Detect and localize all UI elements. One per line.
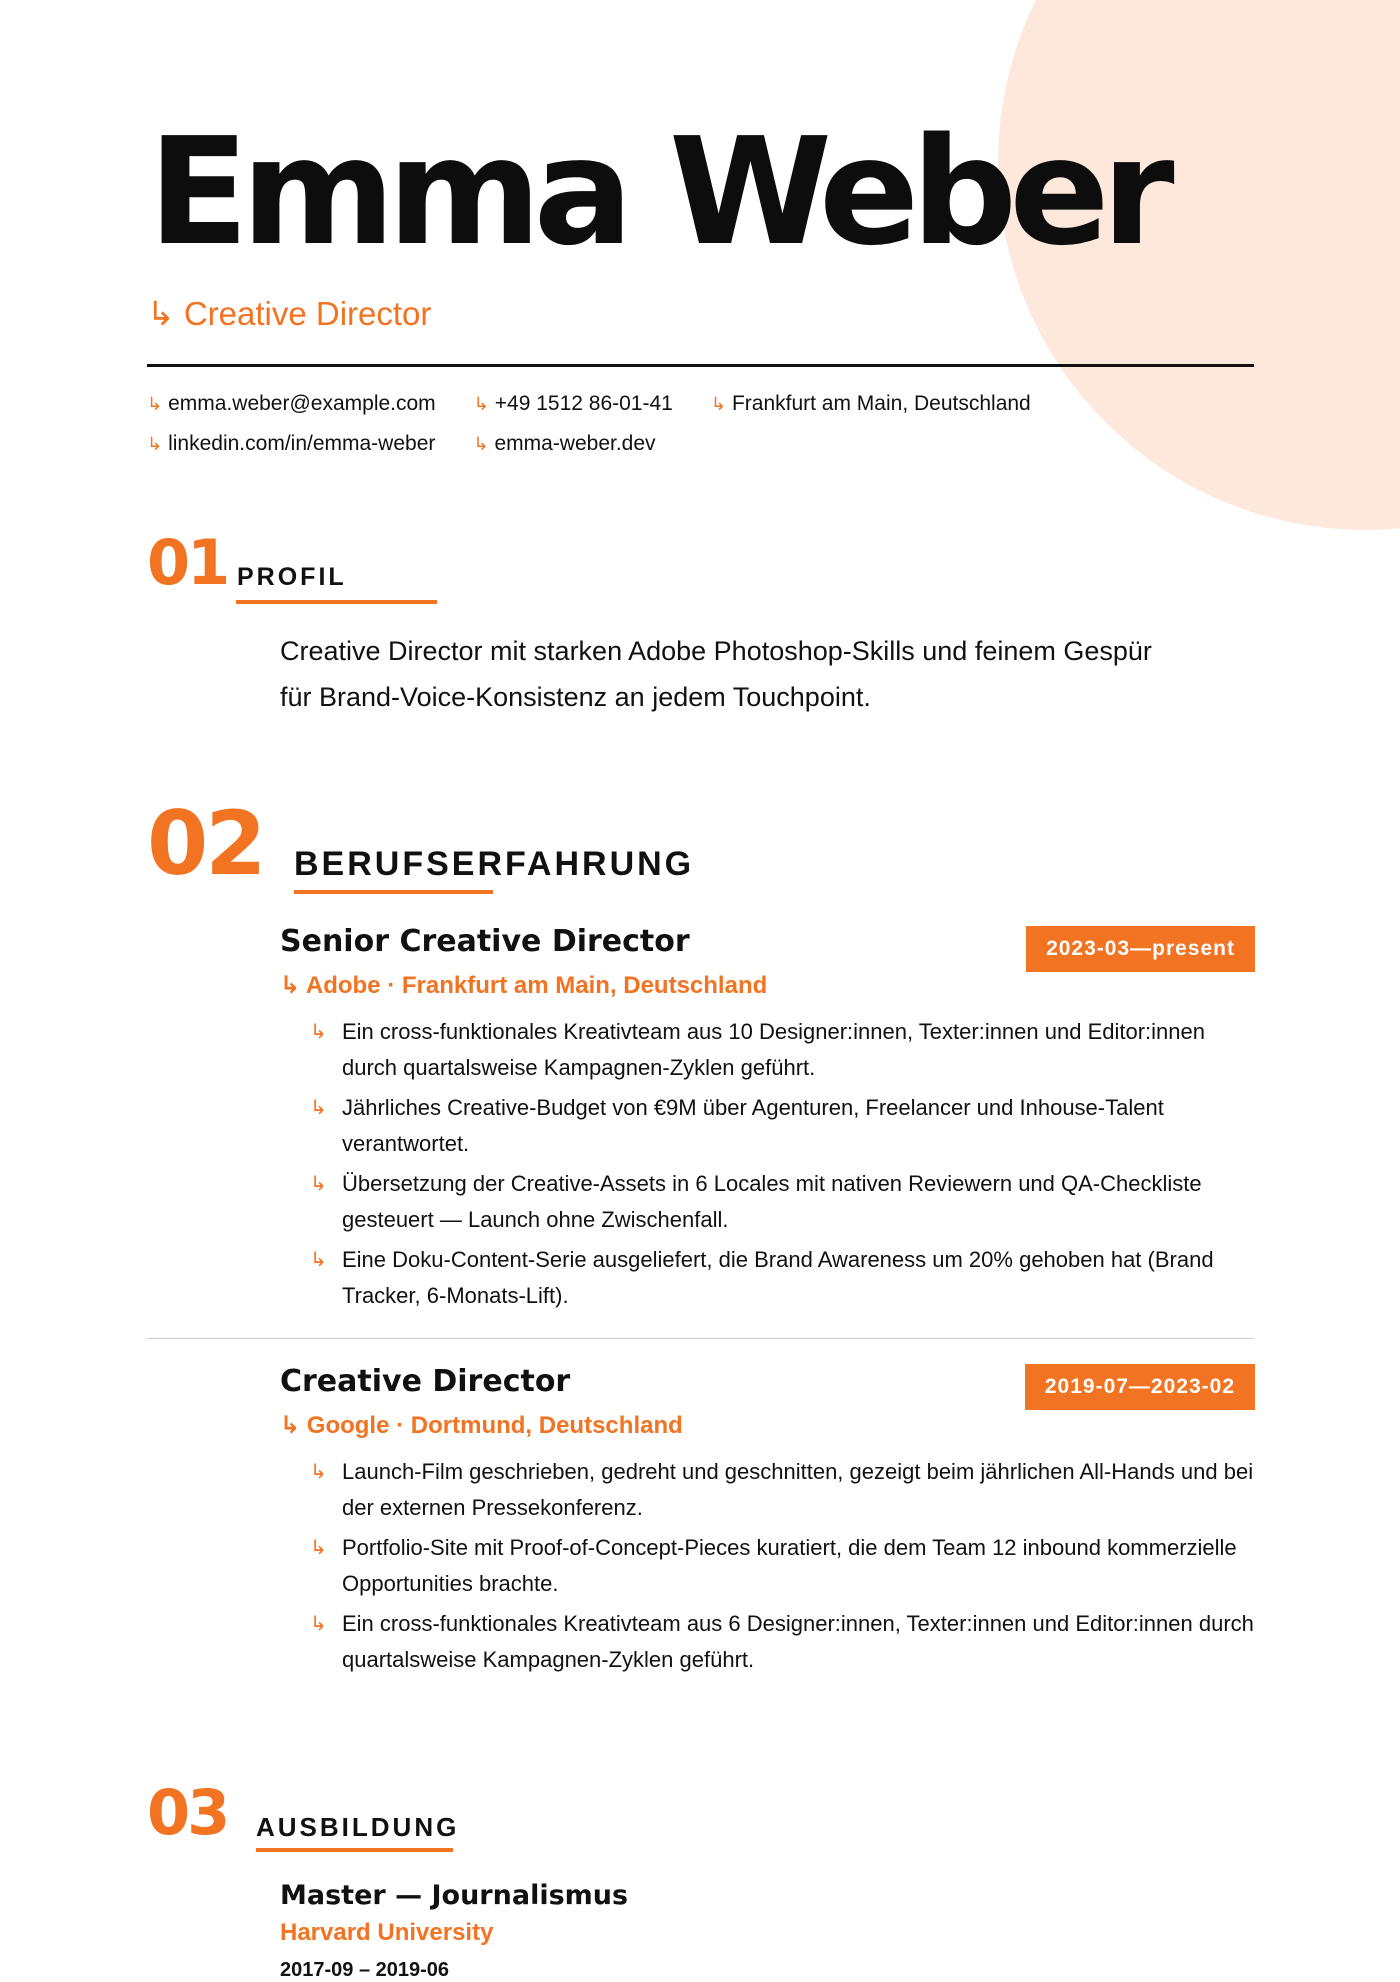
section-underline: [256, 1848, 453, 1852]
contact-location-text: Frankfurt am Main, Deutschland: [731, 392, 1031, 415]
contact-phone[interactable]: [474, 392, 673, 416]
job-divider: [147, 1338, 1254, 1339]
contact-row: [147, 384, 1247, 424]
job-entry: [280, 924, 1255, 1318]
arrow-icon: ↳: [147, 295, 175, 332]
arrow-icon: ↳: [147, 394, 163, 414]
section-title-experience: BERUFSERFAHRUNG: [294, 845, 695, 883]
job-company-text: Adobe · Frankfurt am Main, Deutschland: [305, 972, 768, 999]
contact-website[interactable]: [473, 432, 655, 456]
section-title-education: AUSBILDUNG: [256, 1812, 460, 1842]
arrow-icon: ↳: [710, 394, 726, 414]
contact-phone-text: +49 1512 86-01-41: [494, 392, 673, 415]
bullet-text: Übersetzung der Creative-Assets in 6 Locales mit nativen Reviewern und QA-Checkliste gesteuert — Launch ohne Zwischenfall.: [342, 1171, 1202, 1232]
contact-email[interactable]: [147, 392, 436, 416]
education-entry: [280, 1880, 628, 1982]
arrow-icon: ↳: [280, 972, 301, 999]
contact-linkedin-text: linkedin.com/in/emma-weber: [168, 432, 436, 455]
list-item: [280, 1166, 1255, 1238]
contact-linkedin[interactable]: [147, 432, 435, 456]
bullet-text: Launch-Film geschrieben, gedreht und geschnitten, gezeigt beim jährlichen All-Hands und bei der externen Pressekonferenz.: [342, 1459, 1254, 1520]
list-item: [280, 1014, 1255, 1086]
job-title: Creative Director: [280, 1364, 571, 1399]
arrow-icon: ↳: [473, 434, 489, 454]
arrow-icon: ↳: [310, 1173, 327, 1195]
section-number-profile: 01: [147, 526, 228, 599]
edu-degree: Master — Journalismus: [280, 1880, 629, 1911]
list-item: [280, 1454, 1255, 1526]
list-item: [280, 1606, 1255, 1678]
arrow-icon: ↳: [473, 394, 489, 414]
job-entry: [280, 1364, 1255, 1682]
edu-dates: 2017-09 – 2019-06: [280, 1959, 450, 1981]
contact-list: [147, 384, 1247, 464]
section-underline: [294, 890, 493, 894]
headline-title: Creative Director: [183, 295, 432, 332]
job-bullets: [280, 1014, 1255, 1314]
job-company-text: Google · Dortmund, Deutschland: [306, 1412, 683, 1439]
section-title-profile: PROFIL: [237, 563, 347, 591]
contact-location: [711, 392, 1031, 416]
arrow-icon: ↳: [147, 434, 163, 454]
arrow-icon: ↳: [280, 1412, 301, 1439]
section-underline: [236, 600, 437, 604]
arrow-icon: ↳: [310, 1021, 327, 1043]
job-company: [280, 971, 1255, 1000]
bullet-text: Ein cross-funktionales Kreativteam aus 6 Designer:innen, Texter:innen und Editor:innen durch quartalsweise Kampagnen-Zyklen geführt.: [342, 1611, 1254, 1672]
job-bullets: [280, 1454, 1255, 1678]
job-date-badge: 2023-03—present: [1026, 926, 1255, 972]
arrow-icon: ↳: [310, 1537, 327, 1559]
list-item: [280, 1090, 1255, 1162]
list-item: [280, 1530, 1255, 1602]
header-rule: [147, 364, 1254, 367]
contact-row: [147, 424, 1247, 464]
candidate-name: Emma Weber: [148, 106, 1167, 278]
arrow-icon: ↳: [310, 1249, 327, 1271]
job-company: [280, 1411, 1255, 1440]
arrow-icon: ↳: [310, 1461, 327, 1483]
bullet-text: Ein cross-funktionales Kreativteam aus 10 Designer:innen, Texter:innen und Editor:innen durch quartalsweise Kampagnen-Zyklen geführt.: [342, 1019, 1205, 1080]
job-date-badge: 2019-07—2023-02: [1025, 1364, 1255, 1410]
arrow-icon: ↳: [310, 1097, 327, 1119]
arrow-icon: ↳: [310, 1613, 327, 1635]
contact-website-text: emma-weber.dev: [494, 432, 656, 455]
profile-summary: Creative Director mit starken Adobe Photoshop-Skills und feinem Gespür für Brand-Voice-Konsistenz an jedem Touchpoint.: [280, 636, 1152, 712]
job-title: Senior Creative Director: [280, 924, 690, 959]
bullet-text: Jährliches Creative-Budget von €9M über Agenturen, Freelancer und Inhouse-Talent verantwortet.: [342, 1095, 1164, 1156]
job-title-header: [147, 294, 431, 333]
edu-school: Harvard University: [280, 1919, 494, 1946]
contact-email-text: emma.weber@example.com: [168, 392, 436, 415]
section-number-experience: 02: [147, 792, 264, 895]
bullet-text: Eine Doku-Content-Serie ausgeliefert, die Brand Awareness um 20% gehoben hat (Brand Tracker, 6-Monats-Lift).: [342, 1247, 1214, 1308]
list-item: [280, 1242, 1255, 1314]
bullet-text: Portfolio-Site mit Proof-of-Concept-Pieces kuratiert, die dem Team 12 inbound kommerzielle Opportunities brachte.: [342, 1535, 1237, 1596]
section-number-education: 03: [147, 1776, 228, 1849]
